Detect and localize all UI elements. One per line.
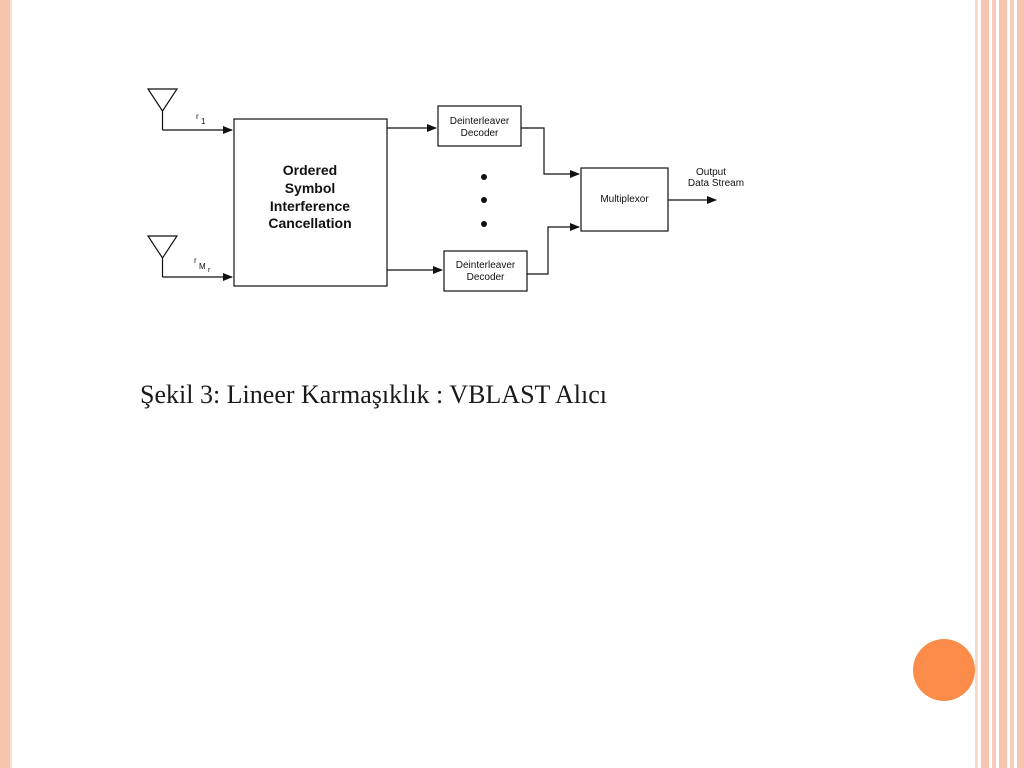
osic-line-3: Interference [269,198,351,214]
antenna-top-icon [148,89,177,130]
antenna-top-subscript: 1 [201,117,206,126]
osic-line-2: Symbol [284,180,336,196]
decoder-bottom-line-2: Decoder [466,272,505,283]
osic-line-4: Cancellation [268,215,352,231]
ellipsis-dot [481,221,487,227]
decoder-top-line-1: Deinterleaver [449,116,510,127]
decoder-bottom-block [444,251,527,291]
antenna-bottom-label: r [194,256,197,265]
antenna-top-label: r [196,112,199,121]
figure-caption: Şekil 3: Lineer Karmaşıklık : VBLAST Alıcı [140,380,607,409]
arrow-decoder-top-to-mux [521,128,579,174]
decoder-top-line-2: Decoder [460,128,499,139]
antenna-bottom-subscript: M [199,262,206,271]
antenna-bottom-icon [148,236,177,277]
ellipsis-dot [481,197,487,203]
arrow-decoder-bottom-to-mux [527,227,579,274]
osic-line-1: Ordered [282,162,338,178]
antenna-bottom-subsubscript: r [208,267,211,274]
output-line-2: Data Stream [687,178,745,189]
decoder-bottom-line-1: Deinterleaver [455,260,516,271]
output-line-1: Output [695,167,727,178]
ellipsis-dot [481,174,487,180]
multiplexor-label: Multiplexor [600,194,649,205]
